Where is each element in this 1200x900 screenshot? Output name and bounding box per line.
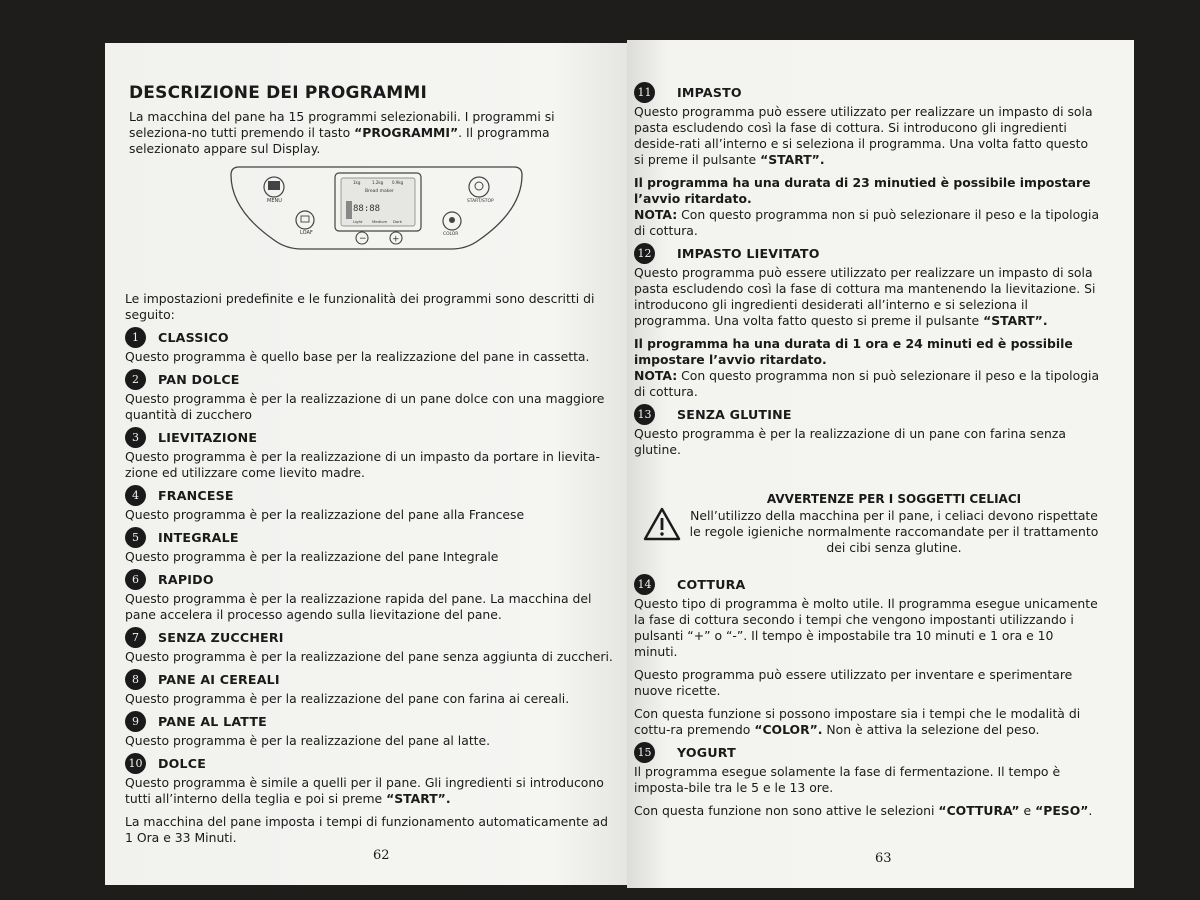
program-description-2: Con questa funzione non sono attive le selezioni “COTTURA” e “PESO”.: [634, 803, 1093, 818]
number-badge-icon: 6: [125, 569, 146, 590]
program-title: LIEVITAZIONE: [158, 430, 258, 445]
number-badge-icon: 15: [634, 742, 655, 763]
control-panel-illustration: [229, 165, 524, 253]
program-item-8: [125, 669, 618, 707]
celiac-warning: [634, 492, 1100, 556]
warning-triangle-icon: [642, 506, 682, 542]
program-item-13: [634, 404, 1100, 458]
number-badge-icon: 4: [125, 485, 146, 506]
program-description: Questo programma è per la realizzazione del pane al latte.: [125, 733, 491, 748]
number-badge-icon: 2: [125, 369, 146, 390]
minus-icon: −: [359, 234, 367, 244]
warning-body: Nell’utilizzo della macchina per il pane, i celiaci devono rispettate le regole igieniche normalmente raccomandate per il trattamento dei cibi senza glutine.: [689, 508, 1099, 555]
program-title: SENZA ZUCCHERI: [158, 630, 284, 645]
crust-1: Light: [353, 219, 363, 224]
weight-1: 1kg: [353, 180, 361, 185]
program-description-3: Con questa funzione si possono impostare sia i tempi che le modalità di cottu-ra premendo “COLOR”. Non è attiva la selezione del peso.: [634, 706, 1081, 737]
program-description: Questo programma è simile a quelli per il pane. Gli ingredienti si introducono tutti all’interno della teglia e poi si preme “START”.: [125, 775, 604, 806]
program-description: Questo programma è per la realizzazione di un impasto da portare in lievita-zione ed utilizzare come lievito madre.: [125, 449, 600, 480]
intro-paragraph: La macchina del pane ha 15 programmi selezionabili. I programmi si seleziona-no tutti premendo il tasto “PROGRAMMI”. Il programma selezionato appare sul Display.: [129, 109, 555, 156]
number-badge-icon: 13: [634, 404, 655, 425]
program-item-1: [125, 327, 618, 365]
program-description-2: Questo programma può essere utilizzato per inventare e sperimentare nuove ricette.: [634, 667, 1073, 698]
program-title: DOLCE: [158, 756, 207, 771]
plus-icon: +: [392, 234, 400, 245]
program-item-4: [125, 485, 618, 523]
program-note: NOTA: Con questo programma non si può selezionare il peso e la tipologia di cottura.: [634, 368, 1100, 399]
display-title: Bread maker: [365, 189, 394, 194]
program-description: Questo programma è per la realizzazione di un pane con farina senza glutine.: [634, 426, 1066, 457]
program-description: Questo programma può essere utilizzato per realizzare un impasto di sola pasta escludendo così la fase di cottura. Si introducono gli ingredienti deside-rati all’interno e si seleziona il programma. Una volta fatto questo si preme il pulsante “START”.: [634, 104, 1093, 167]
program-item-9: [125, 711, 618, 749]
number-badge-icon: 8: [125, 669, 146, 690]
program-title: INTEGRALE: [158, 530, 239, 545]
program-description-2: La macchina del pane imposta i tempi di funzionamento automaticamente ad 1 Ora e 33 Minuti.: [125, 814, 609, 845]
weight-3: 0.9kg: [392, 180, 404, 185]
program-item-7: [125, 627, 618, 665]
program-description: Questo programma è quello base per la realizzazione del pane in cassetta.: [125, 349, 590, 364]
program-description: Questo programma è per la realizzazione del pane alla Francese: [125, 507, 525, 522]
number-badge-icon: 5: [125, 527, 146, 548]
svg-text:88:88: 88:88: [353, 204, 381, 214]
page-number: 62: [373, 848, 390, 863]
program-duration: Il programma ha una durata di 1 ora e 24 minuti ed è possibile impostare l’avvio ritardato.: [634, 336, 1073, 367]
right-page: [627, 40, 1134, 888]
start-button-label: START/STOP: [467, 199, 494, 204]
menu-button-label: MENU: [267, 198, 282, 204]
intro2-paragraph: Le impostazioni predefinite e le funzionalità dei programmi sono descritti di seguito:: [125, 291, 595, 322]
program-item-6: [125, 569, 618, 623]
program-title: IMPASTO LIEVITATO: [677, 246, 820, 261]
number-badge-icon: 9: [125, 711, 146, 732]
program-item-14: [634, 574, 1100, 738]
number-badge-icon: 7: [125, 627, 146, 648]
warning-title: AVVERTENZE PER I SOGGETTI CELIACI: [766, 492, 1022, 506]
program-title: RAPIDO: [158, 572, 214, 587]
loaf-button-label: LOAF: [300, 230, 313, 236]
program-description: Questo programma è per la realizzazione del pane con farina ai cereali.: [125, 691, 570, 706]
program-title: PANE AL LATTE: [158, 714, 267, 729]
program-description: Questo tipo di programma è molto utile. Il programma esegue unicamente la fase di cottura secondo i tempi che vengono impostanti utilizzando i pulsanti “+” o “-”. Il tempo è impostabile tra 10 minuti e 1 ora e 10 minuti.: [634, 596, 1098, 659]
color-button-label: COLOR: [443, 232, 459, 237]
program-title: PANE AI CEREALI: [158, 672, 280, 687]
page-number: 63: [875, 851, 892, 866]
program-description: Questo programma è per la realizzazione rapida del pane. La macchina del pane accelera il processo agendo sulla lievitazione del pane.: [125, 591, 592, 622]
left-page: [105, 43, 632, 885]
crust-2: Medium: [372, 219, 388, 224]
program-description: Questo programma è per la realizzazione del pane Integrale: [125, 549, 499, 564]
program-description: Questo programma è per la realizzazione di un pane dolce con una maggiore quantità di zucchero: [125, 391, 605, 422]
program-item-12: [634, 243, 1100, 400]
program-item-10: [125, 753, 618, 846]
program-title: SENZA GLUTINE: [677, 407, 792, 422]
number-badge-icon: 11: [634, 82, 655, 103]
number-badge-icon: 10: [125, 753, 146, 774]
program-duration: Il programma ha una durata di 23 minutied è possibile impostare l’avvio ritardato.: [634, 175, 1091, 206]
program-title: COTTURA: [677, 577, 746, 592]
program-note: NOTA: Con questo programma non si può selezionare il peso e la tipologia di cottura.: [634, 207, 1100, 238]
program-list: [125, 327, 618, 749]
crust-3: Dark: [393, 219, 403, 224]
program-title: PAN DOLCE: [158, 372, 240, 387]
program-item-15: [634, 742, 1100, 819]
program-description: Il programma esegue solamente la fase di fermentazione. Il tempo è imposta-bile tra le 5 e le 13 ore.: [634, 764, 1061, 795]
program-description: Questo programma può essere utilizzato per realizzare un impasto di sola pasta escludendo così la fase di cottura ma mantenendo la lievitazione. Si introducono gli ingredienti desiderati all’interno e si seleziona il programma. Una volta fatto questo si preme il pulsante “START”.: [634, 265, 1096, 328]
program-title: CLASSICO: [158, 330, 229, 345]
program-title: IMPASTO: [677, 85, 742, 100]
program-title: FRANCESE: [158, 488, 234, 503]
weight-2: 1.2kg: [372, 180, 384, 185]
number-badge-icon: 1: [125, 327, 146, 348]
program-item-3: [125, 427, 618, 481]
number-badge-icon: 3: [125, 427, 146, 448]
program-title: YOGURT: [677, 745, 736, 760]
number-badge-icon: 14: [634, 574, 655, 595]
program-description: Questo programma è per la realizzazione del pane senza aggiunta di zuccheri.: [125, 649, 613, 664]
control-panel-drawing: [229, 165, 524, 253]
page-title: DESCRIZIONE DEI PROGRAMMI: [129, 83, 428, 103]
number-badge-icon: 12: [634, 243, 655, 264]
program-item-2: [125, 369, 618, 423]
program-item-5: [125, 527, 618, 565]
program-item-11: [634, 82, 1100, 239]
